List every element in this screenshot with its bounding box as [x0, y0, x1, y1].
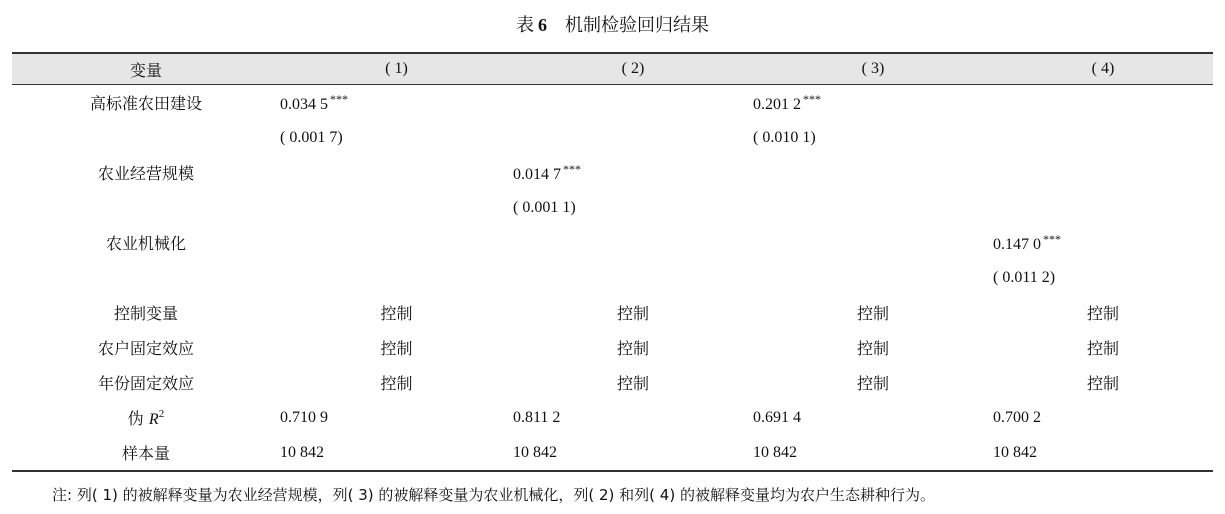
table-row [12, 120, 1213, 155]
empty-cell [12, 120, 280, 155]
se-cell: ( 0.001 7) [280, 128, 343, 146]
significance-stars: *** [1043, 231, 1061, 246]
table-row [12, 295, 1213, 330]
empty-cell [993, 120, 1213, 155]
control-cell: 控制 [616, 304, 649, 323]
empty-cell [280, 155, 513, 190]
table-row [12, 400, 1213, 435]
table-row [12, 155, 1213, 190]
control-cell: 控制 [380, 374, 413, 393]
header-col-1: ( 1) [280, 53, 513, 85]
se-cell: ( 0.001 1) [513, 198, 576, 216]
empty-cell [513, 85, 753, 121]
empty-cell [12, 190, 280, 225]
control-cell: 控制 [856, 339, 889, 358]
control-cell: 控制 [380, 304, 413, 323]
se-cell: ( 0.010 1) [753, 128, 816, 146]
table-row [12, 330, 1213, 365]
se-cell: ( 0.011 2) [993, 268, 1056, 286]
empty-cell [513, 120, 753, 155]
table-row [12, 435, 1213, 471]
row-label: 样本量 [12, 435, 280, 471]
empty-cell [993, 85, 1213, 121]
row-label: 高标准农田建设 [89, 94, 202, 113]
empty-cell [513, 260, 753, 295]
control-cell: 控制 [856, 374, 889, 393]
coef-cell: 0.034 5 *** [280, 91, 348, 113]
row-label: 农业机械化 [105, 234, 186, 253]
n-cell: 10 842 [280, 435, 513, 471]
empty-cell [513, 225, 753, 260]
empty-cell [753, 260, 993, 295]
n-cell: 10 842 [993, 435, 1213, 471]
empty-cell [753, 225, 993, 260]
control-cell: 控制 [616, 374, 649, 393]
empty-cell [280, 190, 513, 225]
table-row [12, 260, 1213, 295]
significance-stars: *** [330, 91, 348, 106]
header-col-2: ( 2) [513, 53, 753, 85]
table-row [12, 225, 1213, 260]
coef-cell: 0.014 7 *** [513, 161, 581, 183]
row-label: 控制变量 [113, 304, 178, 323]
caption-title: 机制检验回归结果 [565, 15, 709, 36]
caption-label: 表 [516, 15, 534, 36]
header-col-3: ( 3) [753, 53, 993, 85]
r2-cell: 0.700 2 [993, 408, 1041, 426]
significance-stars: *** [563, 161, 581, 176]
control-cell: 控制 [380, 339, 413, 358]
significance-stars: *** [803, 91, 821, 106]
empty-cell [993, 190, 1213, 225]
header-variable: 变量 [12, 53, 280, 85]
control-cell: 控制 [1086, 339, 1119, 358]
row-label: 农业经营规模 [97, 164, 194, 183]
table-note: 注: 列( 1) 的被解释变量为农业经营规模，列( 3) 的被解释变量为农业机械化，列( 2) 和列( 4) 的被解释变量均为农户生态耕种行为。 [52, 486, 935, 504]
header-col-4: ( 4) [993, 53, 1213, 85]
control-cell: 控制 [616, 339, 649, 358]
empty-cell [280, 260, 513, 295]
n-cell: 10 842 [753, 435, 993, 471]
coef-cell: 0.201 2 *** [753, 91, 821, 113]
caption-number: 6 [538, 15, 547, 35]
empty-cell [753, 155, 993, 190]
coef-cell: 0.147 0 *** [993, 231, 1061, 253]
empty-cell [12, 260, 280, 295]
control-cell: 控制 [856, 304, 889, 323]
r2-cell: 0.691 4 [753, 408, 801, 426]
empty-cell [753, 190, 993, 225]
control-cell: 控制 [1086, 304, 1119, 323]
header-row [12, 53, 1213, 85]
row-label: 年份固定效应 [97, 374, 194, 393]
empty-cell [280, 225, 513, 260]
table-row [12, 190, 1213, 225]
r2-cell: 0.710 9 [280, 408, 328, 426]
n-cell: 10 842 [513, 435, 753, 471]
row-label-pseudo-r2: 伪 $R^2$ [127, 408, 165, 428]
table-row [12, 85, 1213, 121]
table-caption [0, 10, 1225, 40]
table-row [12, 365, 1213, 400]
row-label: 农户固定效应 [97, 339, 194, 358]
regression-table [12, 52, 1213, 472]
control-cell: 控制 [1086, 374, 1119, 393]
r2-cell: 0.811 2 [513, 408, 561, 426]
empty-cell [993, 155, 1213, 190]
